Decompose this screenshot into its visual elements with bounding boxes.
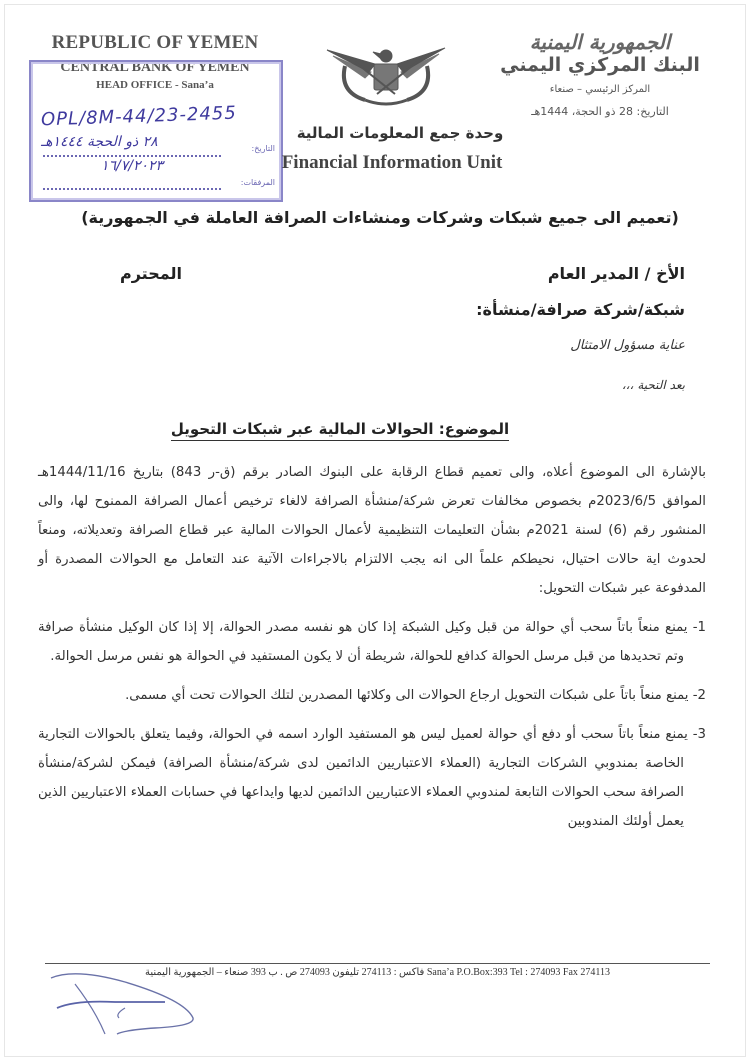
office-name-en: HEAD OFFICE - Sana’a	[96, 79, 214, 91]
circular-title: (تعميم الى جميع شبكات وشركات ومنشاءات الصرافة العاملة في الجمهورية)	[81, 208, 679, 227]
stamp-reference-number: OPL/8M-44/23-2455	[40, 102, 238, 131]
country-name-en: REPUBLIC OF YEMEN	[51, 32, 259, 53]
subject-line	[100, 420, 580, 438]
incoming-stamp	[29, 60, 283, 202]
unit-name-en: Financial Information Unit	[281, 152, 503, 173]
body-intro: بالإشارة الى الموضوع أعلاه، والى تعميم قطاع الرقابة على البنوك الصادر برقم (ق-ر 843) بتاريخ 1444/11/16هـ الموافق 2023/6/5م بخصوص مخالفات تعرض شركة/منشأة الصرافة لالغاء ترخيص أعمال الصرافة الممنوح لها، والى المنشور رقم (6) لسنة 2021م بشأن التعليمات التنظيمية لأعمال الحوالات المالية عبر قطاع الصرافة وتعديلاته، ومنعاً لحدوث اية حالات احتيال، نحيطكم علماً الى انه يجب الالتزام بالاجراءات الآتية عند التعامل مع الحوالات المصدرة أو المدفوعة عبر شبكات التحويل:	[38, 465, 706, 596]
letter-body	[38, 458, 706, 846]
greeting: بعد التحية ،،،	[621, 378, 685, 392]
body-item: 2- يمنع منعاً باتاً على شبكات التحويل ارجاع الحوالات الى وكلائها المصدرين لتلك الحوالات تحت أي مسمى.	[125, 688, 706, 703]
letter-date: التاريخ: 28 ذو الحجة، 1444هـ	[531, 105, 669, 118]
letterhead-arabic	[480, 30, 720, 118]
unit-name-ar: وحدة جمع المعلومات المالية	[296, 124, 504, 142]
subject-text: الموضوع: الحوالات المالية عبر شبكات التحويل	[171, 420, 509, 441]
addressee-title: الأخ / المدير العام	[547, 264, 685, 283]
stamp-hijri-date: ٢٨ ذو الحجة ١٤٤٤هـ	[41, 134, 158, 150]
signature-icon	[45, 970, 235, 1040]
stamp-attachments-label: المرفقات:	[240, 178, 275, 187]
stamp-date-label: التاريخ:	[251, 144, 275, 153]
country-name-ar: الجمهورية اليمنية	[529, 30, 671, 54]
stamp-date-line	[43, 155, 221, 157]
body-item: 1- يمنع منعاً باتاً سحب أي حوالة من قبل وكيل الشبكة إذا كان هو نفسه مصدر الحوالة، إلا إذا كان الوكيل منشأة صرافة وتم تحديدها من قبل مرسل الحوالة كدافع للحوالة، شريطة أن لا يكون المستفيد في الحوالة هو نفس مرسل الحوالة.	[38, 620, 706, 664]
footer-divider	[45, 963, 710, 964]
bank-name-en: CENTRAL BANK OF YEMEN	[60, 60, 250, 75]
stamp-gregorian-date: ١٦/٧/٢٠٢٣	[101, 158, 164, 174]
yemen-eagle-emblem-icon	[325, 42, 447, 110]
body-item: 3- يمنع منعاً باتاً سحب أو دفع أي حوالة لعميل ليس هو المستفيد الوارد اسمه في الحوالة، وفيما يتعلق بالحوالات التجارية الخاصة بمندوبي الشركات التجارية (العملاء الاعتباريين الدائمين لدى شركة/منشأة الصرافة) فيمكن لشركة/منشأة الصرافة سحب الحوالات التابعة لمندوبي العملاء الاعتباريين الدائمين لديها وايداعها في حسابات العملاء الاعتباريين الذين يعمل أولئك المندوبين	[38, 727, 706, 829]
stamp-attachments-line	[43, 188, 221, 190]
office-name-ar: المركز الرئيسي – صنعاء	[549, 84, 651, 95]
bank-name-ar: البنك المركزي اليمني	[500, 54, 700, 76]
footer-contact: فاكس : 274113 تليفون 274093 ص . ب 393 صنعاء – الجمهورية اليمنية Sana’a P.O.Box:393 Tel : 274093 Fax 274113	[144, 967, 611, 978]
addressee-entity: شبكة/شركة صرافة/منشأة:	[476, 300, 685, 319]
addressee-honorific: المحترم	[120, 264, 182, 283]
attention-line: عناية مسؤول الامتثال	[570, 338, 685, 353]
